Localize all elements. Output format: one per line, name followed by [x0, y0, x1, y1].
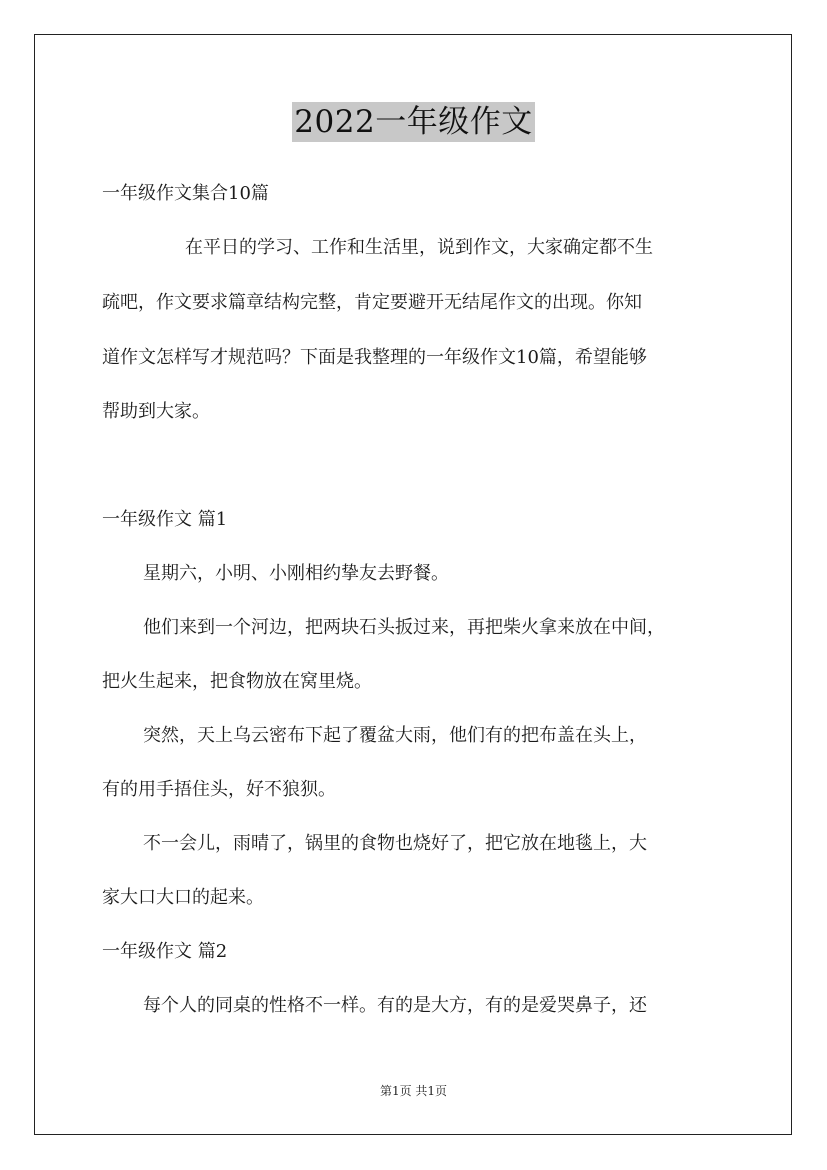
essay1-line: 不一会儿，雨晴了，锅里的食物也烧好了，把它放在地毯上，大	[143, 833, 647, 854]
essay1-line: 把火生起来，把食物放在窝里烧。	[102, 671, 372, 692]
intro-line: 在平日的学习、工作和生活里，说到作文，大家确定都不生	[185, 237, 653, 258]
essay1-line: 星期六，小明、小刚相约挚友去野餐。	[143, 563, 449, 584]
essay1-heading: 一年级作文 篇1	[102, 509, 228, 530]
title-container	[0, 102, 827, 142]
essay2-heading: 一年级作文 篇2	[102, 941, 228, 962]
intro-line: 道作文怎样写才规范吗？下面是我整理的一年级作文10篇，希望能够	[102, 347, 647, 368]
essay1-line: 他们来到一个河边，把两块石头扳过来，再把柴火拿来放在中间，	[143, 617, 665, 638]
document-title: 2022一年级作文	[294, 104, 533, 140]
intro-line: 疏吧，作文要求篇章结构完整，肯定要避开无结尾作文的出现。你知	[102, 292, 642, 313]
intro-line: 帮助到大家。	[102, 401, 210, 422]
document-subtitle: 一年级作文集合10篇	[102, 183, 269, 204]
essay1-line: 突然，天上乌云密布下起了覆盆大雨，他们有的把布盖在头上，	[143, 725, 647, 746]
essay1-line: 家大口大口的起来。	[102, 887, 264, 908]
page-footer: 第1页 共1页	[379, 1084, 448, 1098]
essay1-line: 有的用手捂住头，好不狼狈。	[102, 779, 336, 800]
essay2-line: 每个人的同桌的性格不一样。有的是大方，有的是爱哭鼻子，还	[143, 995, 647, 1016]
